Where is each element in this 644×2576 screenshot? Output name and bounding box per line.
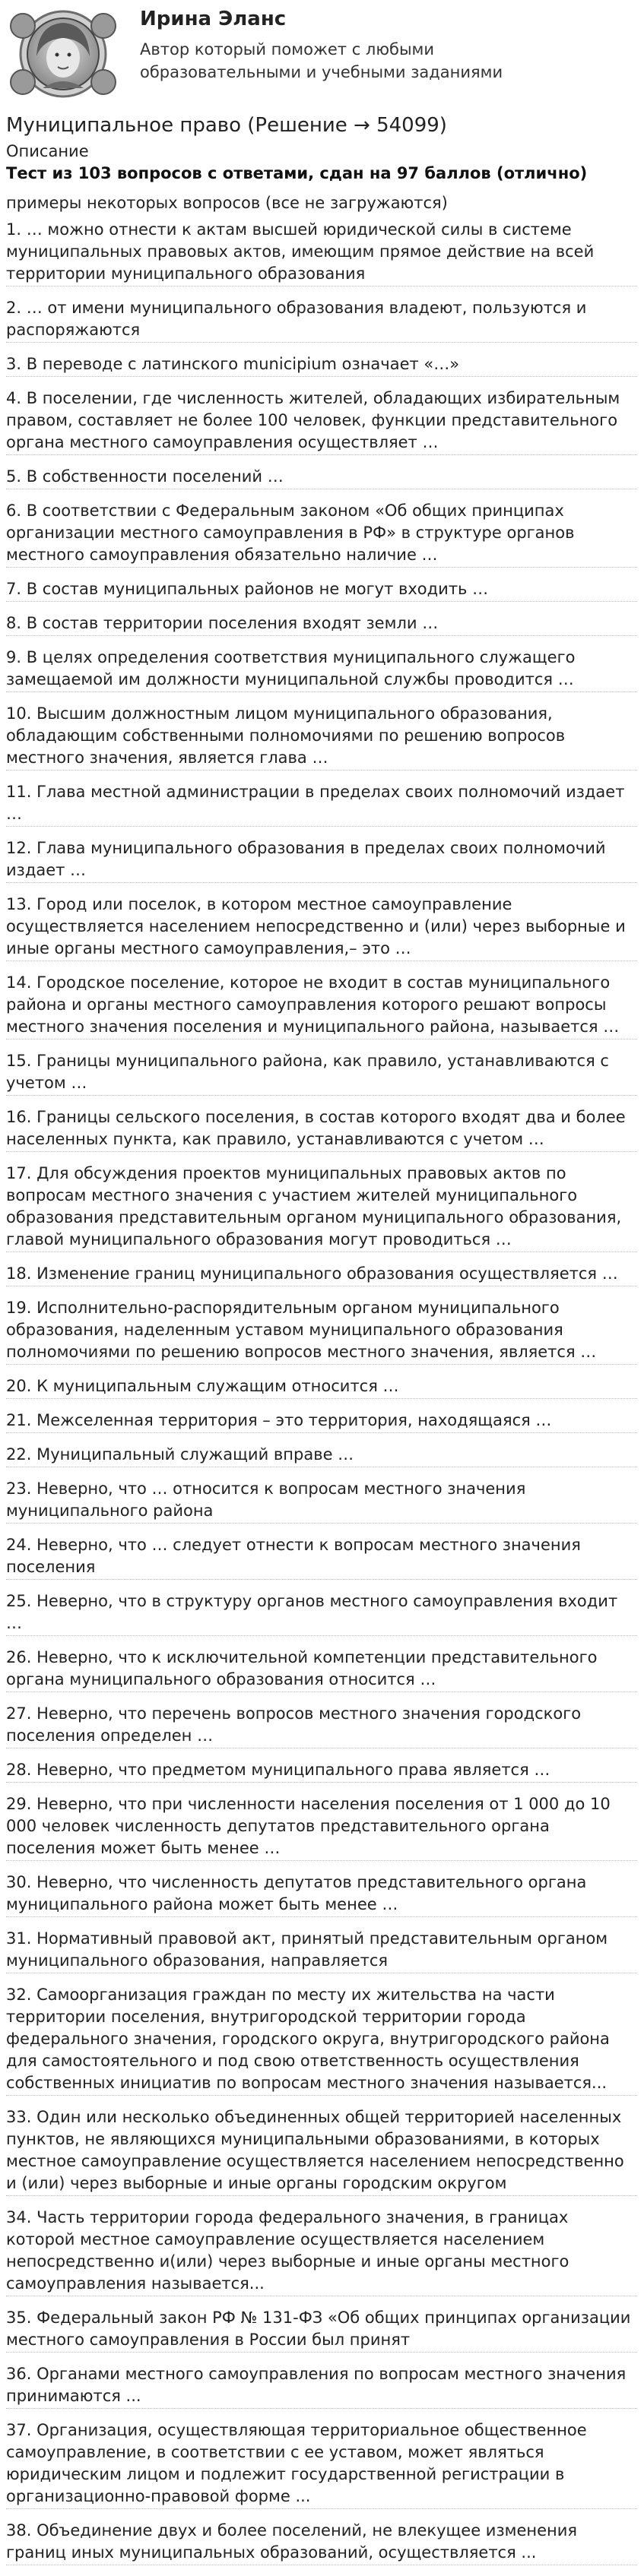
work-subtitle: Тест из 103 вопросов с ответами, сдан на 97 баллов (отлично) — [6, 164, 588, 182]
author-description: Автор который поможет с любыми образовательными и учебными заданиями — [140, 40, 503, 81]
question-item: 7. В состав муниципальных районов не могут входить … — [6, 578, 637, 602]
author-header — [0, 0, 644, 106]
question-list — [6, 219, 637, 2576]
question-item: 16. Границы сельского поселения, в состав которого входят два и более населенных пункта, как правило, устанавливаются с учетом … — [6, 1106, 637, 1152]
question-item: 6. В соответствии с Федеральным законом «Об общих принципах организации местного самоуправления в РФ» в структуре органов местного самоуправления обязательно наличие … — [6, 500, 637, 568]
question-item: 36. Органами местного самоуправления по вопросам местного значения принимаются ... — [6, 2363, 637, 2409]
question-item: 5. В собственности поселений … — [6, 466, 637, 489]
question-item: 34. Часть территории города федерального значения, в границах которой местное самоуправление осуществляется населением непосредственно и(или) через выборные и иные органы местного самоуправления называется... — [6, 2207, 637, 2296]
question-item: 2. … от имени муниципального образования владеют, пользуются и распоряжаются — [6, 297, 637, 343]
author-avatar[interactable] — [6, 9, 120, 99]
question-item: 3. В переводе с латинского municipium означает «…» — [6, 353, 637, 377]
question-item: 11. Глава местной администрации в пределах своих полномочий издает … — [6, 781, 637, 827]
question-item: 8. В состав территории поселения входят земли … — [6, 612, 637, 636]
question-item: 10. Высшим должностным лицом муниципального образования, обладающим собственными полномочиями по решению вопросов местного значения, является глава … — [6, 703, 637, 771]
question-item: 28. Неверно, что предметом муниципального права является … — [6, 1759, 637, 1783]
question-item: 26. Неверно, что к исключительной компетенции представительного органа муниципального образования относится … — [6, 1647, 637, 1692]
question-item: 38. Объединение двух и более поселений, не влекущее изменения границ иных муниципальных образований, осуществляется ... — [6, 2520, 637, 2565]
question-item: 21. Межселенная территория – это территория, находящаяся … — [6, 1410, 637, 1433]
question-item: 15. Границы муниципального района, как правило, устанавливаются с учетом … — [6, 1050, 637, 1096]
question-item: 25. Неверно, что в структуру органов местного самоуправления входит … — [6, 1590, 637, 1636]
question-item: 30. Неверно, что численность депутатов представительного органа муниципального района может быть менее … — [6, 1872, 637, 1917]
question-item: 14. Городское поселение, которое не входит в состав муниципального района и органы местного самоуправления которого решают вопросы местного значения поселения и муниципального района, называется … — [6, 972, 637, 1040]
question-item: 37. Организация, осуществляющая территориальное общественное самоуправление, в соответствии с ее уставом, может являться юридическим лицом и подлежит государственной регистрации в организационно-правовой форме ... — [6, 2419, 637, 2509]
question-item: 1. … можно отнести к актам высшей юридической силы в системе муниципальных правовых актов, имеющим прямое действие на всей территории муниципального образования — [6, 219, 637, 286]
section-label: Описание — [6, 142, 89, 160]
question-item: 23. Неверно, что … относится к вопросам местного значения муниципального района — [6, 1478, 637, 1524]
question-item: 32. Самоорганизация граждан по месту их жительства на части территории поселения, внутригородской территории города федерального значения, городского округа, внутригородского района для самостоятельного и под свою ответственность осуществления собственных инициатив по вопросам местного значения называется... — [6, 1984, 637, 2096]
question-item: 31. Нормативный правовой акт, принятый представительным органом муниципального образования, направляется — [6, 1928, 637, 1973]
author-name[interactable]: Ирина Эланс — [140, 8, 287, 30]
question-item: 33. Один или несколько объединенных общей территорией населенных пунктов, не являющихся муниципальными образованиями, в которых местное самоуправление осуществляется населением непосредственно и (или) через выборные и иные органы городским округом — [6, 2106, 637, 2196]
question-item: 18. Изменение границ муниципального образования осуществляется … — [6, 1263, 637, 1286]
question-item: 13. Город или поселок, в котором местное самоуправление осуществляется населением непосредственно и (или) через выборные и иные органы местного самоуправления,– это … — [6, 894, 637, 961]
question-item: 29. Неверно, что при численности населения поселения от 1 000 до 10 000 человек численность депутатов представительного органа поселения может быть менее … — [6, 1793, 637, 1861]
question-item: 19. Исполнительно-распорядительным органом муниципального образования, наделенным уставом муниципального образования полномочиями по решению вопросов местного значения, является … — [6, 1297, 637, 1365]
question-item: 22. Муниципальный служащий вправе … — [6, 1444, 637, 1467]
question-item: 35. Федеральный закон РФ № 131-ФЗ «Об общих принципах организации местного самоуправления в России был принят — [6, 2307, 637, 2353]
question-item: 17. Для обсуждения проектов муниципальных правовых актов по вопросам местного значения с участием жителей муниципального образования представительным органом муниципального образования, главой муниципального образования могут проводиться … — [6, 1163, 637, 1252]
question-item: 27. Неверно, что перечень вопросов местного значения городского поселения определен … — [6, 1703, 637, 1748]
questions-intro: примеры некоторых вопросов (все не загружаются) — [6, 194, 448, 212]
question-item: 9. В целях определения соответствия муниципального служащего замещаемой им должности муниципальной службы проводится … — [6, 647, 637, 692]
question-item: 4. В поселении, где численность жителей, обладающих избирательным правом, составляет не более 100 человек, функции представительного органа местного самоуправления осуществляет … — [6, 388, 637, 455]
page-title: Муниципальное право (Решение → 54099) — [6, 114, 447, 137]
question-item: 12. Глава муниципального образования в пределах своих полномочий издает … — [6, 837, 637, 883]
question-item: 24. Неверно, что … следует отнести к вопросам местного значения поселения — [6, 1534, 637, 1580]
question-item: 20. К муниципальным служащим относится … — [6, 1375, 637, 1399]
